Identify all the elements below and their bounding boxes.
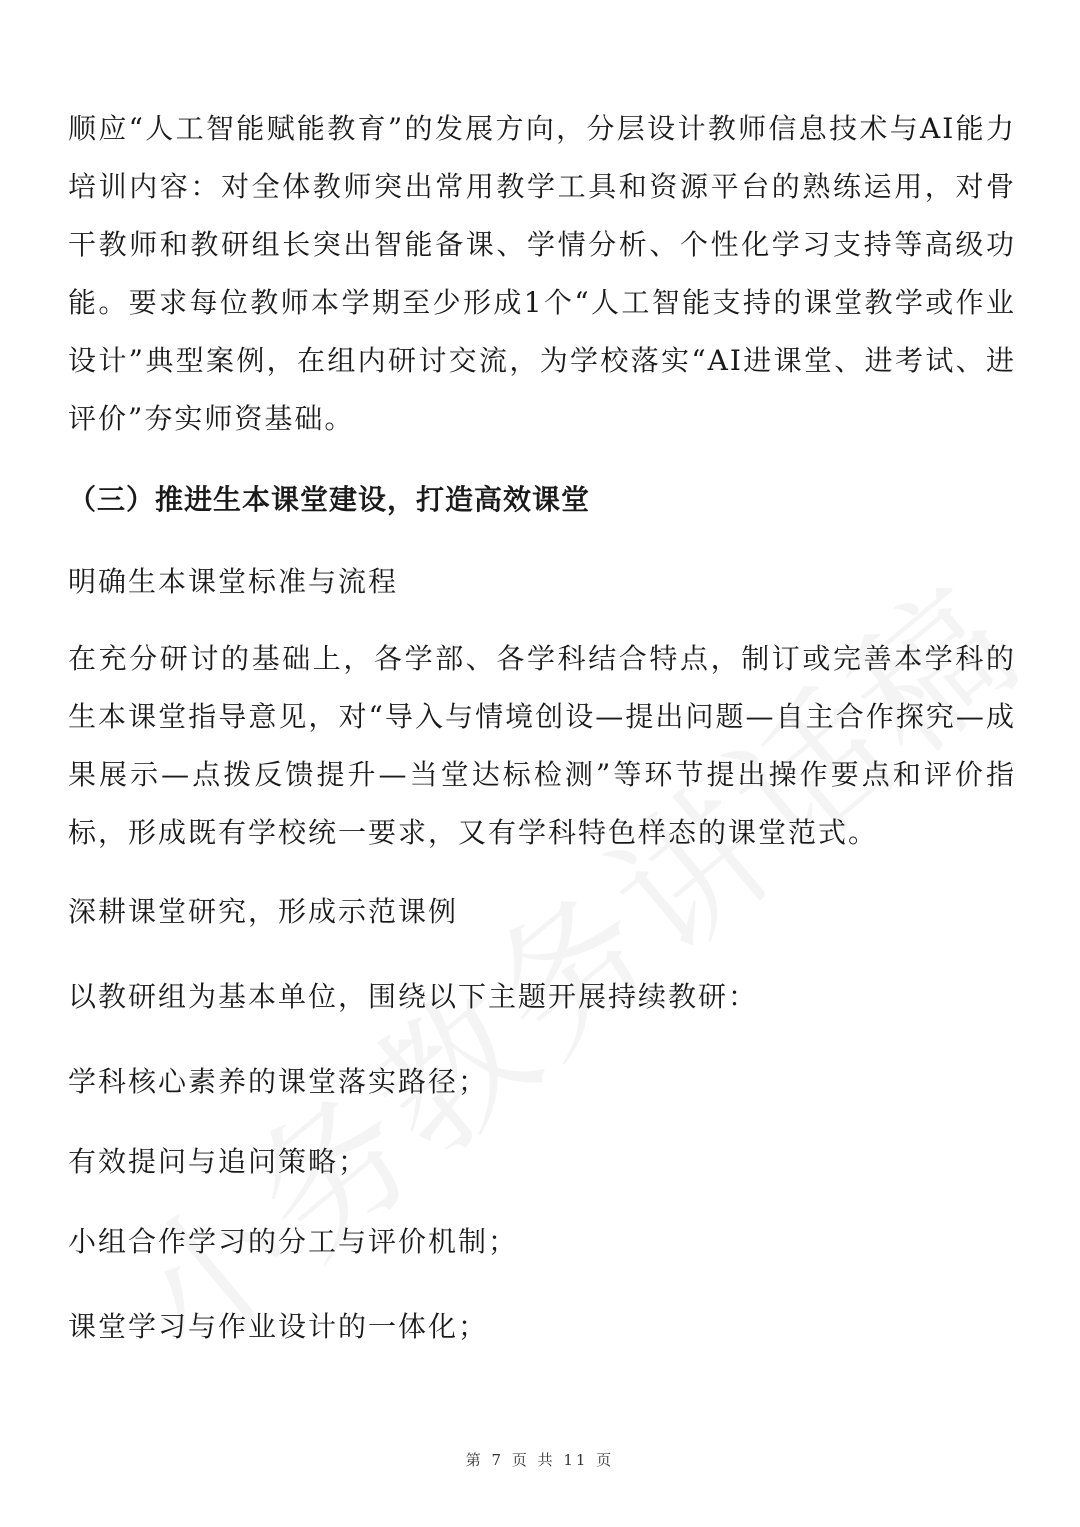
paragraph-research-topics-intro: 以教研组为基本单位，围绕以下主题开展持续教研： <box>68 980 759 1013</box>
section-heading-3: （三）推进生本课堂建设，打造高效课堂 <box>68 483 591 516</box>
list-item: 课堂学习与作业设计的一体化； <box>68 1310 489 1343</box>
list-item: 学科核心素养的课堂落实路径； <box>68 1065 489 1098</box>
list-item: 有效提问与追问策略； <box>68 1145 369 1178</box>
page-number-footer: 第 7 页 共 11 页 <box>465 1451 615 1469</box>
paragraph-ai-training: 顺应“人工智能赋能教育”的发展方向，分层设计教师信息技术与AI能力培训内容：对全体教师突出常用教学工具和资源平台的熟练运用，对骨干教师和教研组长突出智能备课、学情分析、个性化学习支持等高级功能。要求每位教师本学期至少形成1个“人工智能支持的课堂教学或作业设计”典型案例，在组内研讨交流，为学校落实“AI进课堂、进考试、进评价”夯实师资基础。 <box>68 112 1016 435</box>
list-item: 小组合作学习的分工与评价机制； <box>68 1225 519 1258</box>
subheading-research: 深耕课堂研究，形成示范课例 <box>68 895 459 928</box>
subheading-standards: 明确生本课堂标准与流程 <box>68 565 399 598</box>
paragraph-classroom-guidance: 在充分研讨的基础上，各学部、各学科结合特点，制订或完善本学科的生本课堂指导意见，对“导入与情境创设—提出问题—自主合作探究—成果展示—点拨反馈提升—当堂达标检测”等环节提出操作要点和评价指标，形成既有学校统一要求，又有学科特色样态的课堂范式。 <box>68 642 1016 849</box>
